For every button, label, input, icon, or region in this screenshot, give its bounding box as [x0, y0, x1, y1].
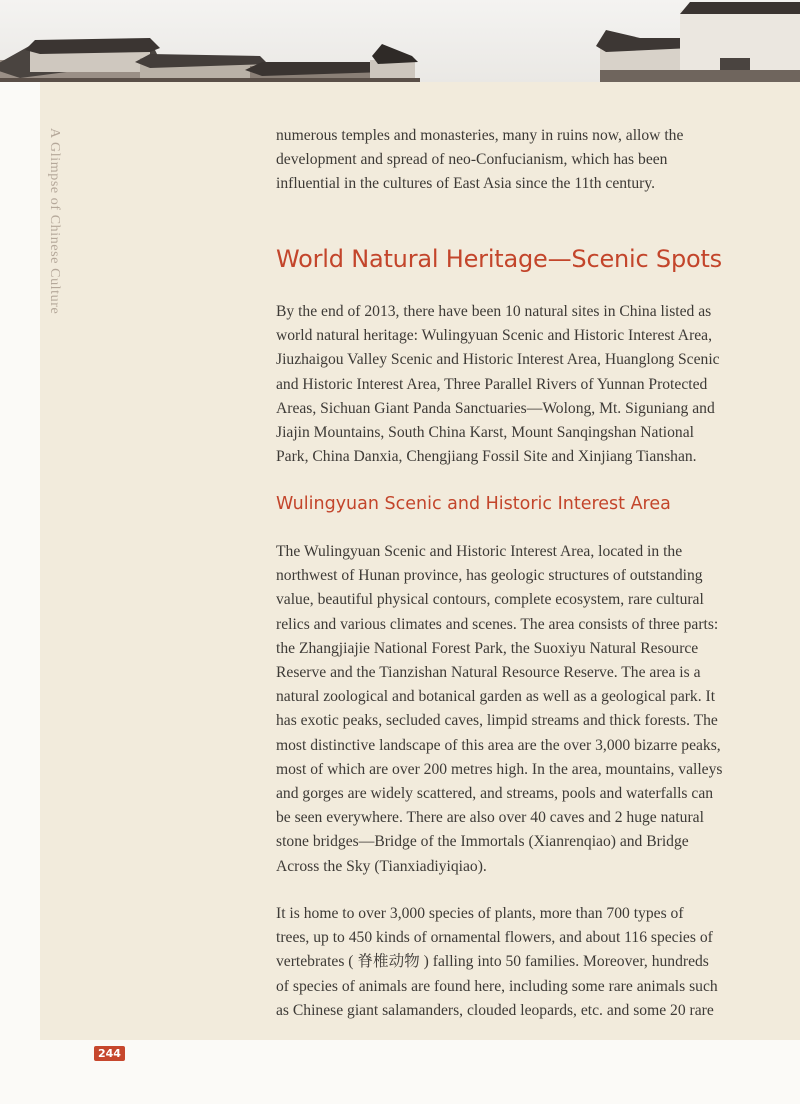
text-line: numerous temples and monasteries, many in ruins now, allow the [276, 127, 684, 144]
intro-paragraph [276, 124, 762, 197]
text-line: be seen everywhere. There are also over 40 caves and 2 huge natural [276, 809, 704, 827]
rooftops-illustration [0, 0, 800, 92]
text-line: most distinctive landscape of this area are the over 3,000 bizarre peaks, [276, 736, 721, 754]
text-line: By the end of 2013, there have been 10 natural sites in China listed as [276, 303, 712, 320]
page-number-badge: 244 [94, 1046, 125, 1061]
subsection-heading: Wulingyuan Scenic and Historic Interest Area [276, 494, 671, 514]
text-line: vertebrates ( 脊椎动物 ) falling into 50 families. Moreover, hundreds [276, 953, 709, 971]
text-line: Across the Sky (Tianxiadiyiqiao). [276, 857, 487, 875]
wulingyuan-paragraph [276, 540, 762, 879]
text-line: most of which are over 200 metres high. In the area, mountains, valleys [276, 760, 723, 778]
text-line: Areas, Sichuan Giant Panda Sanctuaries—Wolong, Mt. Siguniang and [276, 399, 715, 417]
text-line: influential in the cultures of East Asia since the 11th century. [276, 175, 656, 193]
text-line: and Historic Interest Area, Three Parallel Rivers of Yunnan Protected [276, 375, 708, 393]
text-line: trees, up to 450 kinds of ornamental flowers, and about 116 species of [276, 929, 713, 947]
text-line: The Wulingyuan Scenic and Historic Interest Area, located in the [276, 543, 683, 560]
text-line: and gorges are widely scattered, and streams, pools and waterfalls can [276, 785, 714, 803]
text-line: It is home to over 3,000 species of plants, more than 700 types of [276, 905, 684, 922]
text-line: natural zoological and botanical garden as well as a geological park. It [276, 688, 716, 706]
text-line: relics and various climates and scenes. The area consists of three parts: [276, 615, 719, 633]
text-line: development and spread of neo-Confucianism, which has been [276, 151, 668, 169]
text-line: value, beautiful physical contours, complete ecosystem, rare cultural [276, 591, 704, 609]
text-line: world natural heritage: Wulingyuan Scenic and Historic Interest Area, [276, 327, 712, 345]
text-line: Park, China Danxia, Chengjiang Fossil Site and Xinjiang Tianshan. [276, 448, 697, 466]
text-line: of species of animals are found here, including some rare animals such [276, 977, 718, 995]
text-line: the Zhangjiajie National Forest Park, the Suoxiyu Natural Resource [276, 639, 699, 657]
species-paragraph [276, 902, 762, 1023]
page-margin [0, 82, 40, 1040]
text-line: has exotic peaks, secluded caves, limpid streams and thick forests. The [276, 712, 718, 730]
section-heading: World Natural Heritage—Scenic Spots [276, 245, 722, 273]
heritage-paragraph [276, 300, 762, 469]
header-rooftop-photo [0, 0, 800, 92]
text-line: Jiuzhaigou Valley Scenic and Historic Interest Area, Huanglong Scenic [276, 351, 720, 369]
text-line: stone bridges—Bridge of the Immortals (Xianrenqiao) and Bridge [276, 833, 689, 851]
text-line: as Chinese giant salamanders, clouded leopards, etc. and some 20 rare [276, 1001, 714, 1019]
text-line: Jiajin Mountains, South China Karst, Mount Sanqingshan National [276, 424, 694, 442]
text-line: Reserve and the Tianzishan Natural Resource Reserve. The area is a [276, 664, 701, 682]
running-title: A Glimpse of Chinese Culture [47, 128, 62, 315]
text-line: northwest of Hunan province, has geologic structures of outstanding [276, 567, 703, 585]
